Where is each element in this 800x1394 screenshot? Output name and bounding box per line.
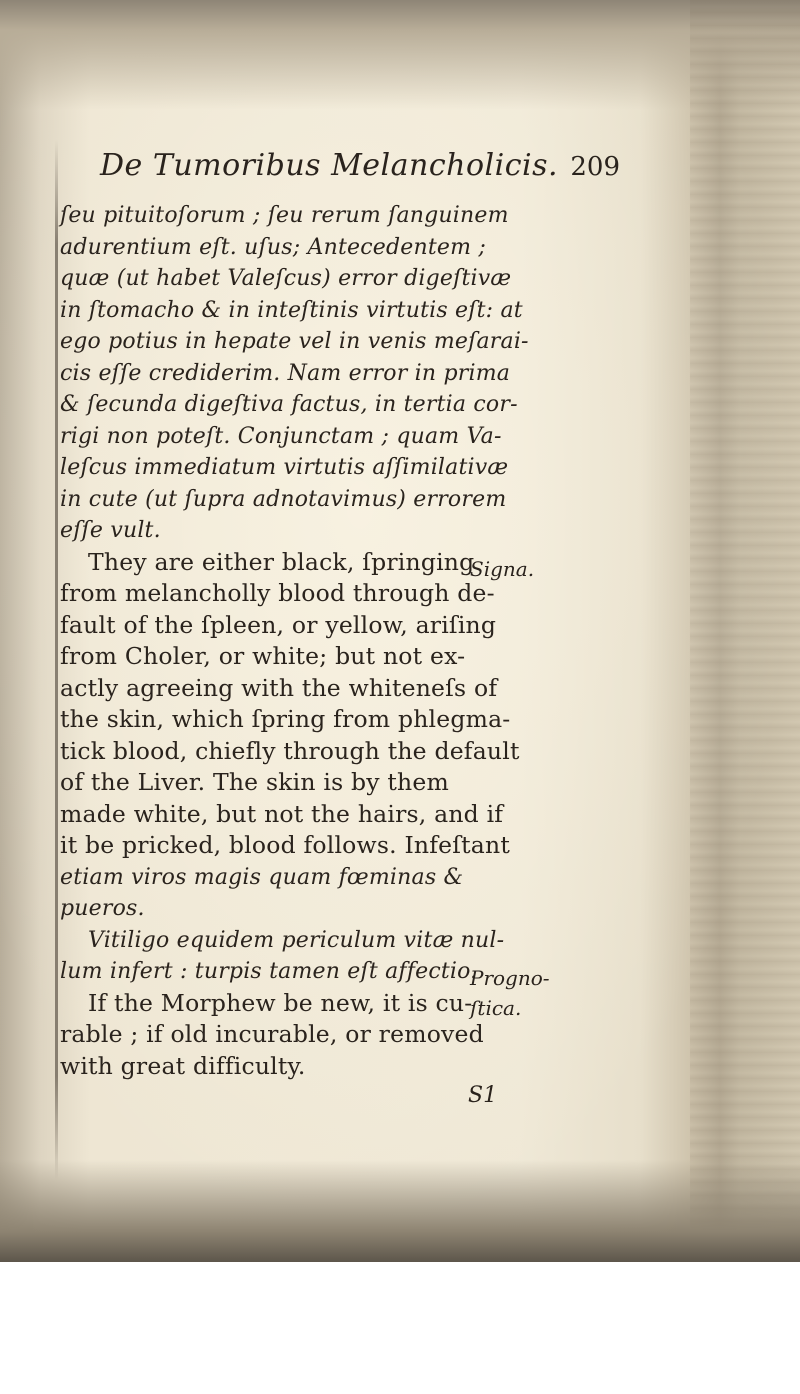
page-top-shadow [0,0,800,110]
text-line: of the Liver. The skin is by them [60,768,449,796]
text-line: pueros. [60,896,145,921]
text-line: it be pricked, blood follows. Infeſtant [60,831,510,859]
text-line: ego potius in hepate vel in venis meſarai- [60,329,529,354]
text-line: eſſe vult. [60,518,161,543]
text-line: actly agreeing with the whiteneſs of [60,673,498,702]
text-line: tick blood, chiefly through the default [60,736,520,765]
text-line: leſcus immediatum virtutis aſſimilativæ [60,455,509,480]
text-line: with great difficulty. [60,1051,306,1080]
text-line: from Choler, or white; but not ex- [60,642,466,670]
text-line: quæ (ut habet Valeſcus) error digeſtivæ [60,266,512,291]
margin-note-signa: Signa. [470,557,535,581]
text-line: in cute (ut ſupra adnotavimus) errorem [60,486,507,512]
page-bottom-shadow [0,1160,800,1262]
text-line: lum infert : turpis tamen eſt affectio. [60,959,478,984]
text-line: the skin, which ſpring from phlegma- [60,705,511,733]
text-line: in ſtomacho & in inteſtinis virtutis eſt: at [60,297,523,323]
catchword: S1 [468,1083,498,1108]
text-line: cis eſſe crediderim. Nam error in prima [60,360,511,386]
page-edge-stack [690,0,800,1262]
text-line: rable ; if old incurable, or removed [60,1020,484,1048]
text-line: adurentium eſt. uſus; Antecedentem ; [60,234,486,260]
text-line: Vitiligo equidem periculum vitæ nul- [88,927,505,953]
text-line: & ſecunda digeſtiva factus, in tertia cor- [60,392,518,417]
margin-note-prognostica-1: Progno- [470,966,550,990]
running-title: De Tumoribus Melancholicis. [100,148,559,183]
gutter-rule [55,140,58,1180]
margin-note-prognostica-2: ſtica. [470,996,522,1020]
text-line: rigi non poteſt. Conjunctam ; quam Va- [60,423,502,449]
text-line: from melancholly blood through de- [60,579,495,607]
text-line: ſeu pituitoſorum ; ſeu rerum ſanguinem [60,203,509,228]
running-head [60,148,620,188]
text-line: made white, but not the hairs, and if [60,799,504,828]
text-line: fault of the ſpleen, or yellow, ariſing [60,610,497,639]
text-line: etiam viros magis quam fœminas & [60,864,464,890]
body-text [60,200,620,1082]
page-number: 209 [570,152,620,182]
text-line: If the Morphew be new, it is cu- [88,988,473,1017]
text-line: They are either black, ſpringing [88,547,475,576]
